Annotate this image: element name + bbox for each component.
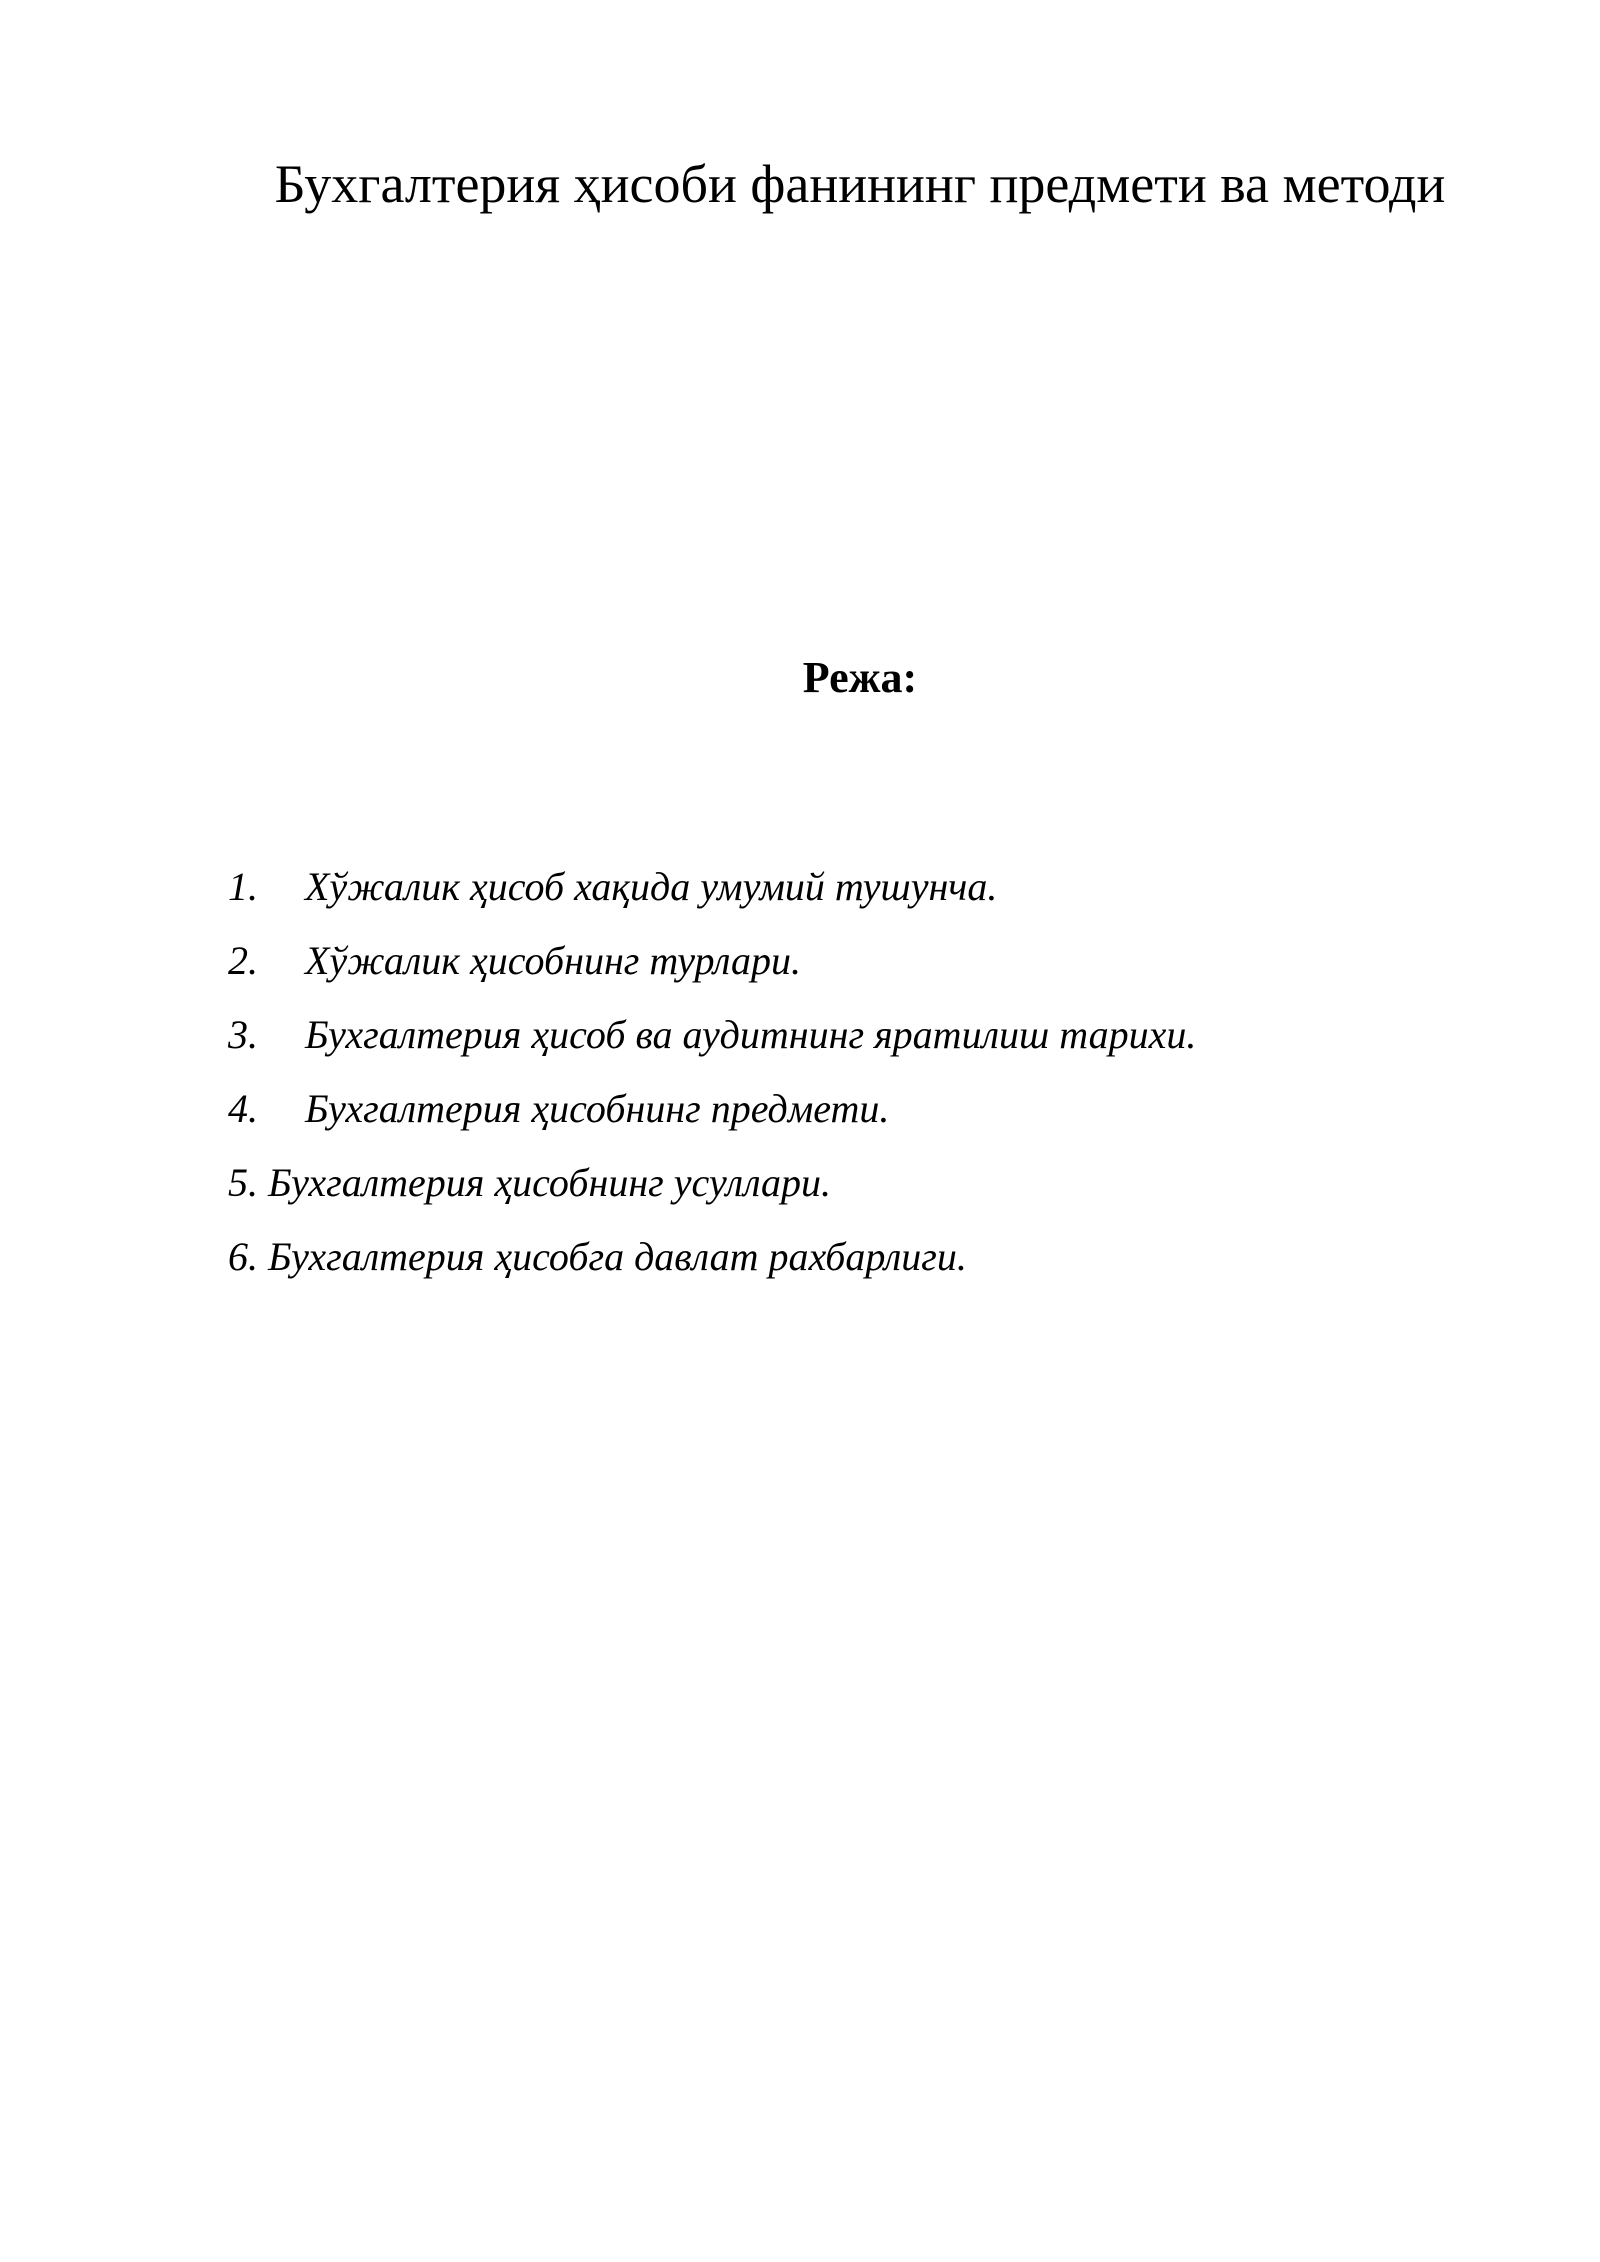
plan-item-text: Бухгалтерия ҳисобнинг предмети. — [305, 1086, 890, 1131]
plan-list — [228, 862, 1428, 1306]
plan-item-text: Хўжалик ҳисоб хақида умумий тушунча. — [305, 864, 998, 909]
plan-item-number: 2. — [228, 938, 258, 983]
plan-item-text: Бухгалтерия ҳисоб ва аудитнинг яратилиш тарихи. — [305, 1012, 1197, 1057]
plan-item-number: 6. — [228, 1234, 258, 1279]
plan-item-4 — [228, 1084, 1428, 1134]
plan-item-5 — [228, 1158, 1428, 1208]
plan-item-number: 4. — [228, 1086, 258, 1131]
plan-item-number: 3. — [228, 1012, 258, 1057]
plan-heading: Режа: — [802, 653, 918, 702]
document-title: Бухгалтерия ҳисоби фанининг предмети ва методи — [274, 154, 1446, 214]
plan-item-6 — [228, 1232, 1428, 1282]
plan-item-text: Хўжалик ҳисобнинг турлари. — [305, 938, 801, 983]
plan-item-number: 5. — [228, 1160, 258, 1205]
plan-item-1 — [228, 862, 1428, 912]
plan-item-2 — [228, 936, 1428, 986]
plan-item-3 — [228, 1010, 1428, 1060]
plan-item-text: Бухгалтерия ҳисобнинг усуллари. — [268, 1160, 832, 1205]
plan-item-number: 1. — [228, 864, 258, 909]
plan-item-text: Бухгалтерия ҳисобга давлат рахбарлиги. — [268, 1234, 967, 1279]
